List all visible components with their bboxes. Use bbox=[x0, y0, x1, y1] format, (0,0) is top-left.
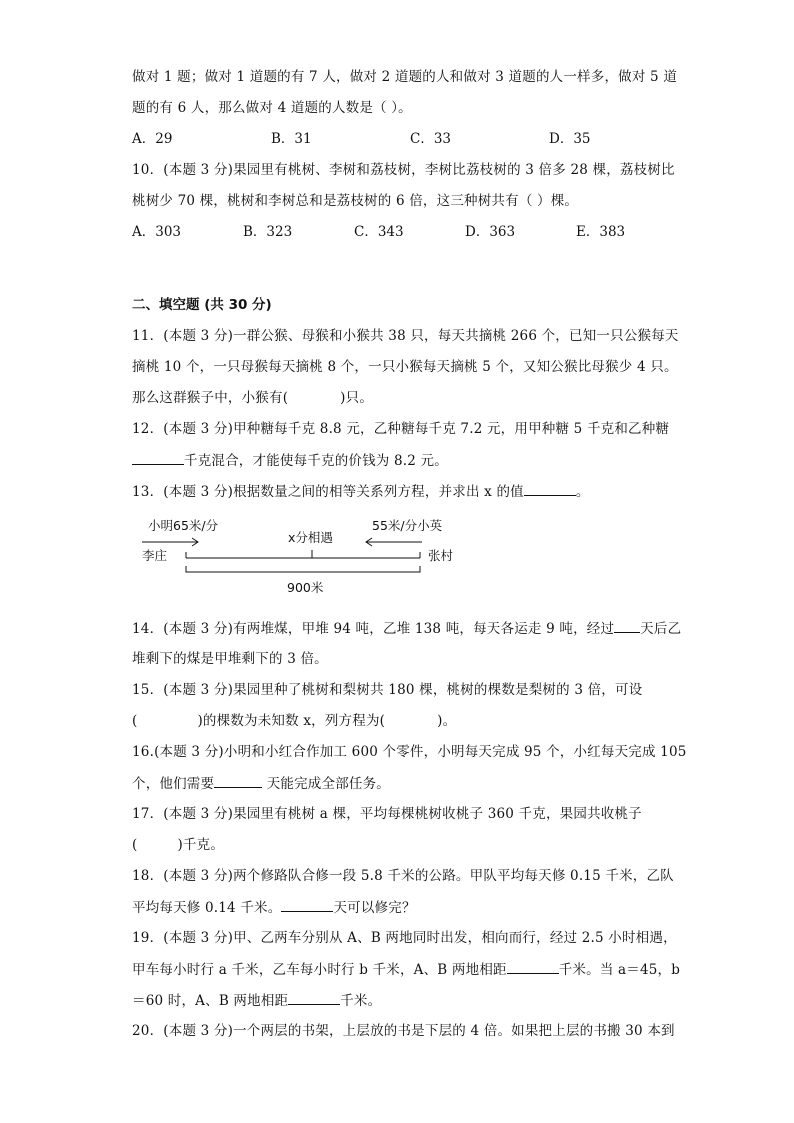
q11-line-2: 摘桃 10 个，一只母猴每天摘桃 8 个，一只小猴每天摘桃 5 个，又知公猴比母猴少 4 只。 bbox=[132, 359, 678, 375]
q15-text-b: )的棵数为未知数 x，列方程为( bbox=[197, 713, 386, 729]
q13-answer-blank[interactable] bbox=[524, 482, 576, 496]
q13-line-1 bbox=[132, 482, 590, 501]
q12-text-b: 千克混合，才能使每千克的价钱为 8.2 元。 bbox=[184, 453, 448, 469]
q19-distance-blank[interactable] bbox=[288, 991, 340, 1005]
q9-option-d: D．35 bbox=[549, 131, 591, 147]
q13-text-a: 13．(本题 3 分)根据数量之间的相等关系列方程，并求出 x 的值 bbox=[132, 484, 524, 500]
left-speed-label: 小明65米/分 bbox=[148, 518, 219, 533]
q9-line-1: 做对 1 题；做对 1 道题的有 7 人，做对 2 道题的人和做对 3 道题的人一样多，做对 5 道 bbox=[132, 69, 678, 85]
right-speed-label: 55米/分小英 bbox=[372, 518, 443, 533]
q15-text-c: )。 bbox=[437, 713, 457, 729]
section-heading: 二、填空题 (共 30 分) bbox=[132, 297, 272, 313]
q18-line-1: 18．(本题 3 分)两个修路队合修一段 5.8 千米的公路。甲队平均每天修 0.15 千米，乙队 bbox=[132, 868, 674, 884]
q19-text-b: 千米。当 a＝45，b bbox=[558, 962, 681, 978]
q16-line-2 bbox=[132, 774, 390, 793]
q18-line-2 bbox=[132, 898, 416, 917]
right-place-label: 张村 bbox=[428, 548, 454, 563]
q18-text-a: 平均每天修 0.14 千米。 bbox=[132, 900, 282, 916]
q10-option-d: D．363 bbox=[465, 224, 516, 240]
q19-text-a: 甲车每小时行 a 千米，乙车每小时行 b 千米，A、B 两地相距 bbox=[132, 962, 507, 978]
q9-line-2: 题的有 6 人，那么做对 4 道题的人数是（ ）。 bbox=[132, 100, 412, 116]
q10-line-1: 10．(本题 3 分)果园里有桃树、李树和荔枝树，李树比荔枝树的 3 倍多 28 棵，荔枝树比 bbox=[132, 162, 675, 178]
q14-line-1 bbox=[132, 619, 681, 638]
q13-text-b: 。 bbox=[575, 484, 590, 500]
q14-line-2: 堆剩下的煤是甲堆剩下的 3 倍。 bbox=[132, 651, 328, 667]
q12-line-1: 12．(本题 3 分)甲种糖每千克 8.8 元，乙种糖每千克 7.2 元，用甲种糖 5 千克和乙种糖 bbox=[132, 421, 670, 437]
q14-text-b: 天后乙 bbox=[640, 621, 682, 637]
q20-line-1: 20．(本题 3 分)一个两层的书架，上层放的书是下层的 4 倍。如果把上层的书搬 30 本到 bbox=[132, 1023, 675, 1039]
meeting-diagram bbox=[140, 512, 470, 602]
meet-label: x分相遇 bbox=[288, 530, 333, 545]
q17-line-2 bbox=[132, 836, 224, 854]
distance-bracket bbox=[186, 566, 420, 572]
q17-text-a: ( bbox=[132, 837, 138, 853]
q12-line-2 bbox=[132, 451, 448, 470]
q10-line-2: 桃树少 70 棵，桃树和李树总和是荔枝树的 6 倍，这三种树共有（ ）棵。 bbox=[132, 193, 579, 209]
q15-line-1: 15．(本题 3 分)果园里种了桃树和梨树共 180 棵，桃树的棵数是梨树的 3 倍，可设 bbox=[132, 682, 643, 698]
q14-answer-blank[interactable] bbox=[614, 619, 640, 633]
q18-answer-blank[interactable] bbox=[281, 898, 333, 912]
q11-text-a: 那么这群猴子中，小猴有( bbox=[132, 390, 289, 406]
q19-text-d: 千米。 bbox=[340, 993, 382, 1009]
q16-text-a: 个，他们需要 bbox=[132, 776, 215, 792]
left-place-label: 李庄 bbox=[142, 548, 168, 563]
q10-option-b: B．323 bbox=[243, 224, 293, 240]
q9-option-a: A．29 bbox=[132, 131, 173, 147]
q10-option-e: E．383 bbox=[576, 224, 626, 240]
q9-option-b: B．31 bbox=[271, 131, 312, 147]
q17-text-b: )千克。 bbox=[177, 837, 225, 853]
q11-line-1: 11．(本题 3 分)一群公猴、母猴和小猴共 38 只，每天共摘桃 266 个，已知一只公猴每天 bbox=[132, 328, 679, 344]
q15-text-a: ( bbox=[132, 713, 138, 729]
q16-answer-blank[interactable] bbox=[214, 774, 262, 788]
q14-text-a: 14．(本题 3 分)有两堆煤，甲堆 94 吨，乙堆 138 吨，每天各运走 9 吨，经过 bbox=[132, 621, 615, 637]
q9-option-c: C．33 bbox=[410, 131, 452, 147]
q19-line-3 bbox=[132, 991, 381, 1010]
q19-text-c: ＝60 时，A、B 两地相距 bbox=[132, 993, 289, 1009]
q19-line-1: 19．(本题 3 分)甲、乙两车分别从 A、B 两地同时出发，相向而行，经过 2.5 小时相遇， bbox=[132, 930, 677, 946]
q10-option-c: C．343 bbox=[354, 224, 404, 240]
q19-line-2 bbox=[132, 960, 680, 979]
q11-text-b: )只。 bbox=[340, 390, 374, 406]
q17-line-1: 17．(本题 3 分)果园里有桃树 a 棵，平均每棵桃树收桃子 360 千克，果园共收桃子 bbox=[132, 806, 642, 822]
q12-answer-blank[interactable] bbox=[132, 451, 184, 465]
q16-text-b: 天能完成全部任务。 bbox=[262, 776, 390, 792]
q11-line-3 bbox=[132, 389, 373, 407]
q18-text-b: 天可以修完？ bbox=[333, 900, 416, 916]
q15-line-2 bbox=[132, 712, 456, 730]
q19-expression-blank[interactable] bbox=[507, 960, 559, 974]
q16-line-1: 16.(本题 3 分)小明和小红合作加工 600 个零件，小明每天完成 95 个，小红每天完成 105 bbox=[132, 744, 687, 760]
q10-option-a: A．303 bbox=[132, 224, 182, 240]
distance-label: 900米 bbox=[287, 580, 324, 595]
